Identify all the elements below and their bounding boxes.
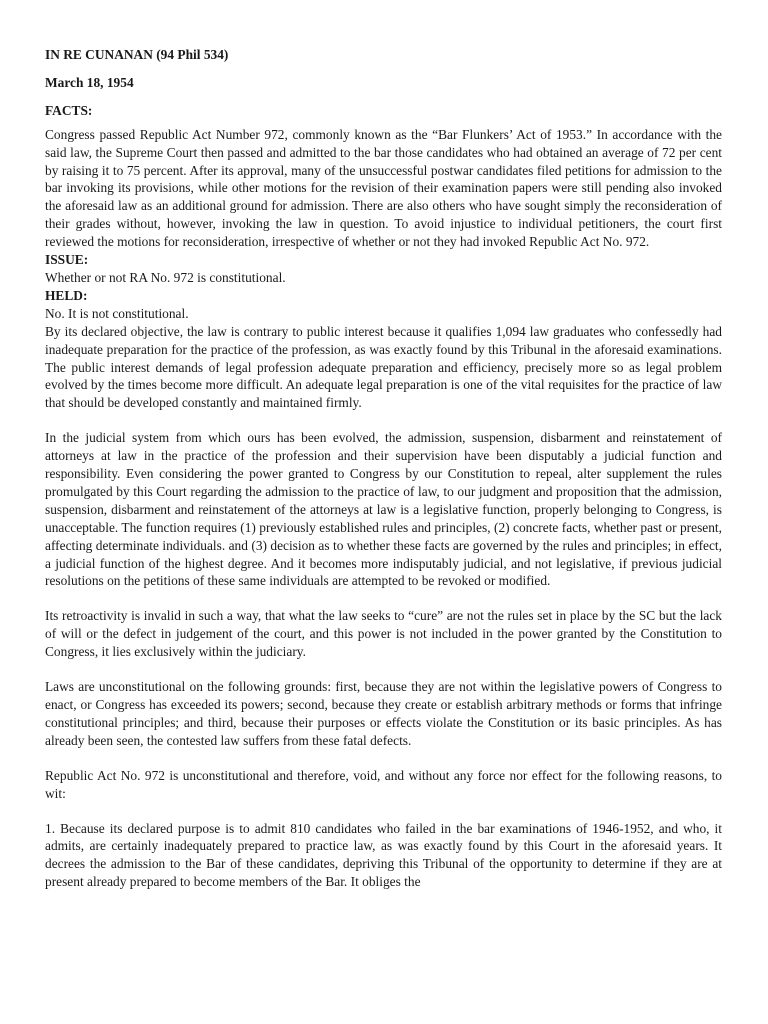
issue-paragraph: Whether or not RA No. 972 is constitutional.: [45, 269, 286, 285]
held-heading: HELD:: [45, 287, 88, 303]
held-paragraph-retroactivity: Its retroactivity is invalid in such a way, that what the law seeks to “cure” are not the rules set in place by the SC but the lack of will or the defect in judgement of the court, and this power is not included in the power granted by the Constitution to Congress, it lies exclusively within the judiciary.: [45, 608, 722, 660]
decision-date: March 18, 1954: [45, 74, 134, 90]
facts-paragraph: Congress passed Republic Act Number 972, commonly known as the “Bar Flunkers’ Act of 1953.” In accordance with the said law, the Supreme Court then passed and admitted to the bar those candidates who had obtained an average of 72 per cent by raising it to 75 percent. After its approval, many of the unsuccessful postwar candidates filed petitions for admission to the bar invoking its provisions, while other motions for the revision of their examination papers were still pending also invoked the aforesaid law as an additional ground for admission. There are also others who have sought simply the reconsideration of their grades without, however, invoking the law in question. To avoid injustice to individual petitioners, the court first reviewed the motions for reconsideration, irrespective of whether or not they had invoked Republic Act No. 972.: [45, 126, 722, 250]
issue-heading: ISSUE:: [45, 252, 89, 268]
facts-heading: FACTS:: [45, 102, 93, 118]
held-paragraph-judicial-function: In the judicial system from which ours has been evolved, the admission, suspension, disbarment and reinstatement of attorneys at law in the practice of the profession and their supervision have been disputably a judicial function and responsibility. Even considering the power granted to Congress by our Constitution to repeal, alter supplement the rules promulgated by this Court regarding the admission to the practice of law, to our judgment and proposition that the admission, suspension, disbarment and reinstatement of the attorneys at law is a legislative function, properly belonging to Congress, is unacceptable. The function requires (1) previously established rules and principles, (2) concrete facts, whether past or present, affecting determinate individuals. and (3) decision as to whether these facts are governed by the rules and principles; in effect, a judicial function of the highest degree. And it becomes more indisputably judicial, and not legislative, if previous judicial resolutions on the petitions of these same individuals are attempted to be revoked or modified.: [45, 430, 722, 589]
held-paragraph-reason-1: 1. Because its declared purpose is to admit 810 candidates who failed in the bar examinations of 1946-1952, and who, it admits, are certainly inadequately prepared to practice law, as was exactly found by this Court in the aforesaid years. It decrees the admission to the Bar of these candidates, depriving this Tribunal of the opportunity to determine if they are at present already prepared to become members of the Bar. It obliges the: [45, 820, 722, 890]
held-answer: No. It is not constitutional.: [45, 305, 189, 321]
held-paragraph-void: Republic Act No. 972 is unconstitutional and therefore, void, and without any force nor effect for the following reasons, to wit:: [45, 767, 722, 801]
document-page: [45, 46, 722, 891]
held-paragraph-public-interest: By its declared objective, the law is contrary to public interest because it qualifies 1,094 law graduates who confessedly had inadequate preparation for the practice of the profession, as was exactly found by this Tribunal in the aforesaid examinations. The public interest demands of legal profession adequate preparation and efficiency, precisely more so as legal problem evolved by the times become more difficult. An adequate legal preparation is one of the vital requisites for the practice of law that should be developed constantly and maintained firmly.: [45, 323, 722, 411]
held-paragraph-unconstitutional-grounds: Laws are unconstitutional on the following grounds: first, because they are not within the legislative powers of Congress to enact, or Congress has exceeded its powers; second, because they create or establish arbitrary methods or forms that infringe constitutional principles; and third, because their purposes or effects violate the Constitution or its basic principles. As has already been seen, the contested law suffers from these fatal defects.: [45, 679, 722, 748]
case-title: IN RE CUNANAN (94 Phil 534): [45, 47, 229, 62]
